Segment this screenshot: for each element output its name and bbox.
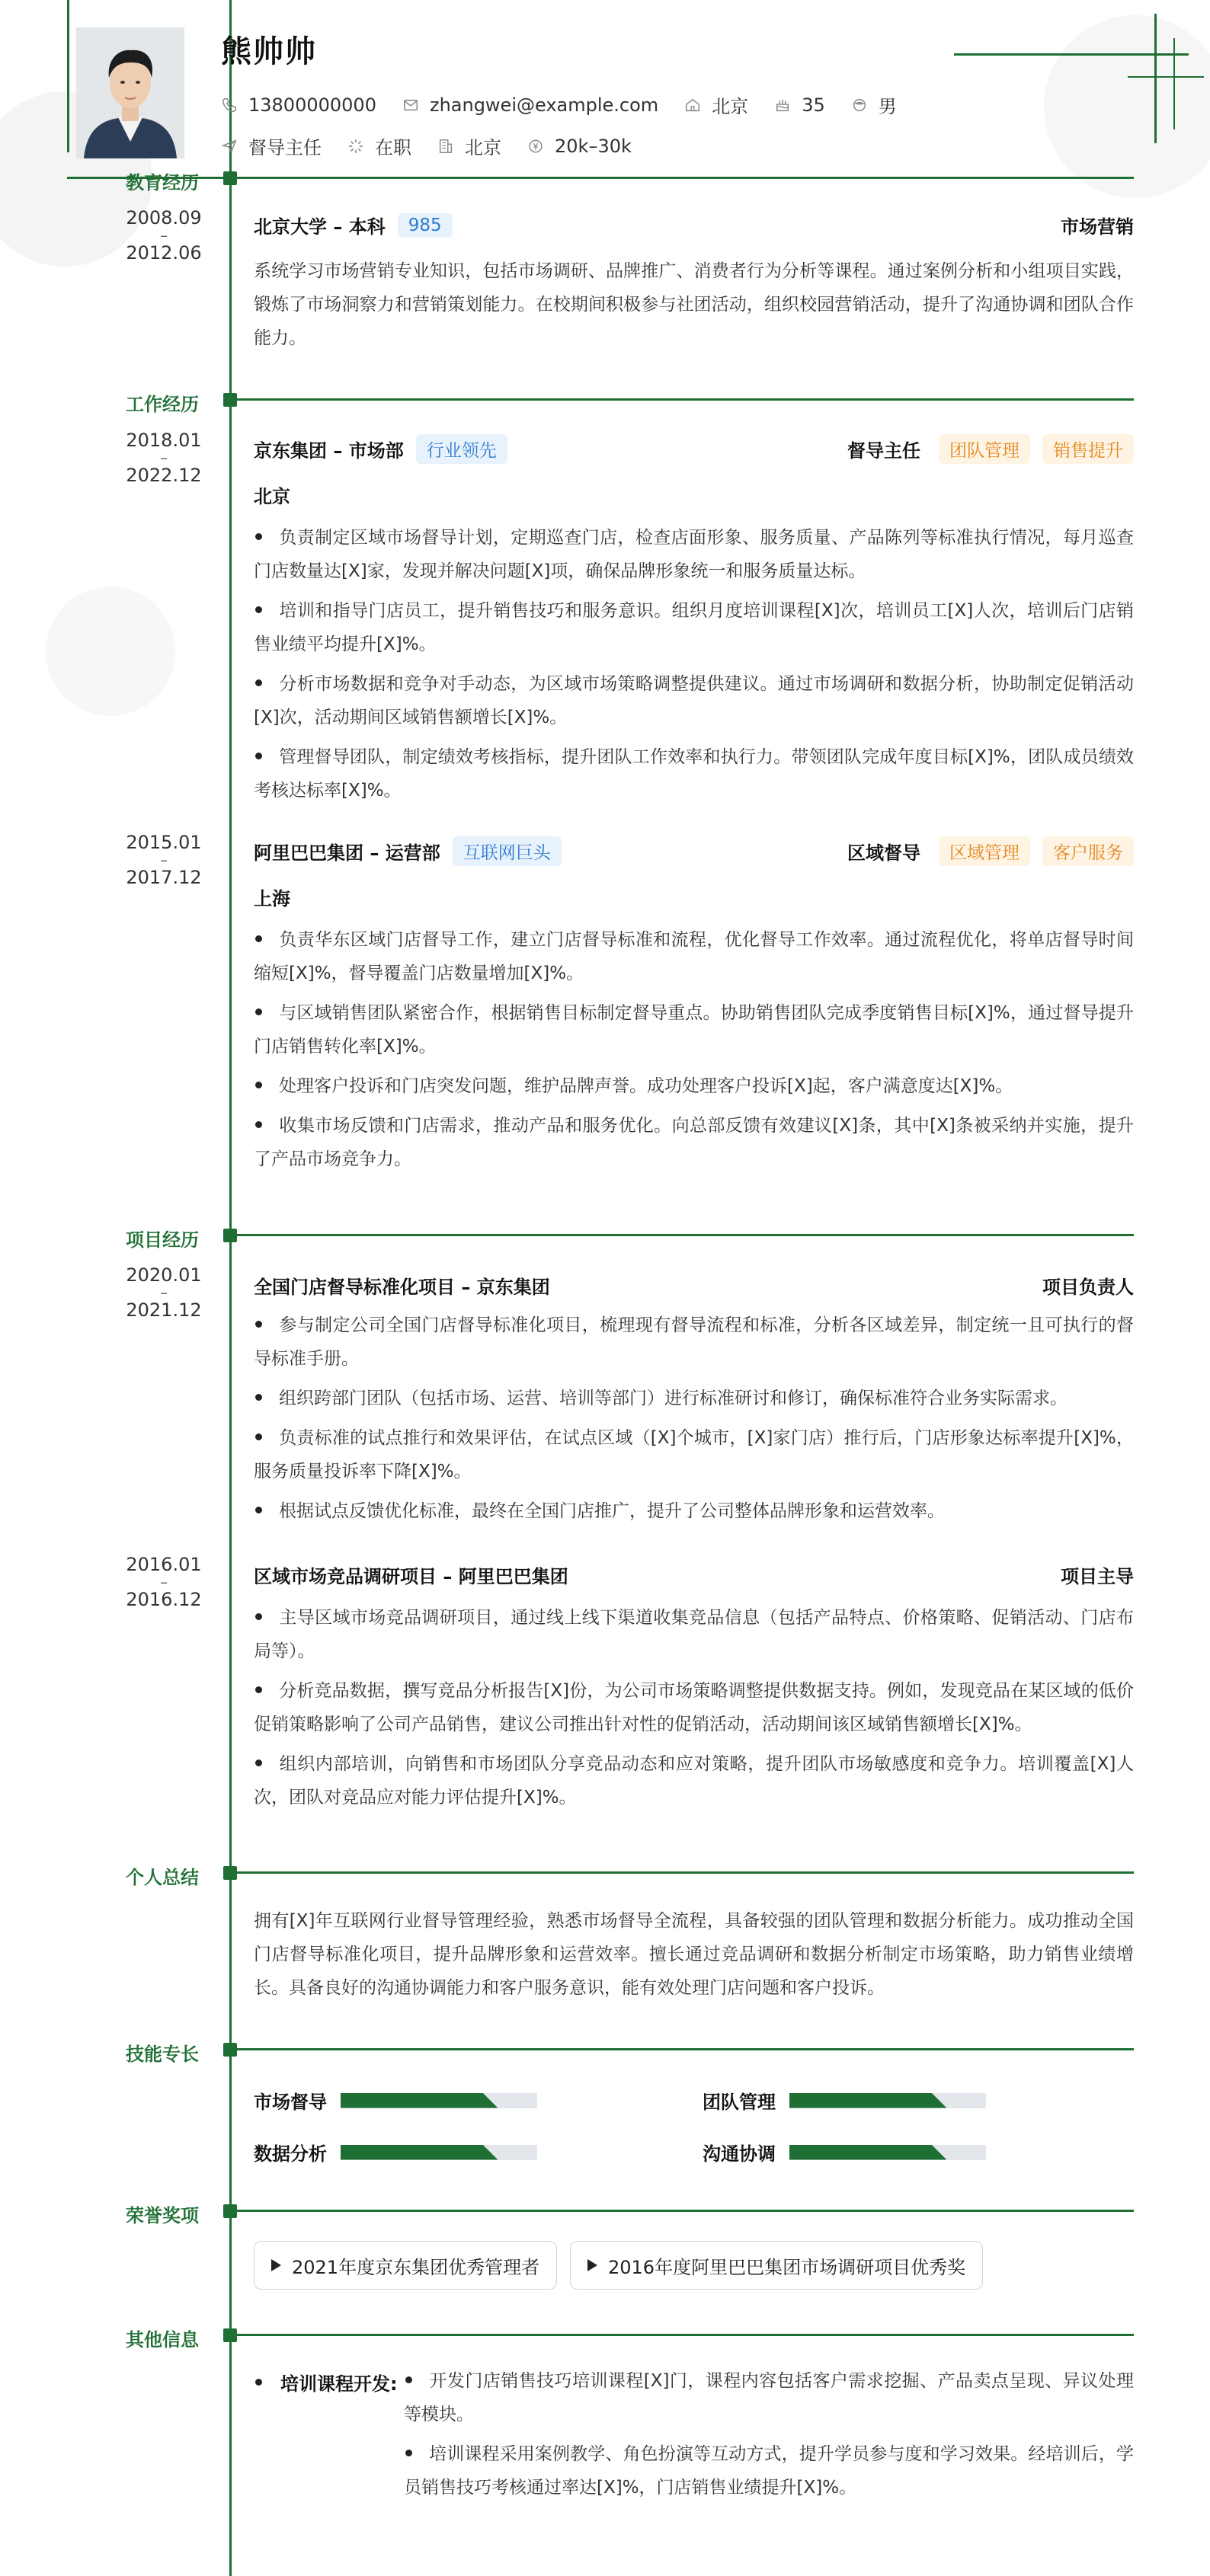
work-dates <box>114 833 213 887</box>
section-title-other: 其他信息 <box>126 2329 199 2351</box>
school-tag: 985 <box>398 213 453 238</box>
phone-item <box>221 94 376 116</box>
bullet-dot <box>405 2376 412 2383</box>
section-title-projects: 项目经历 <box>126 1229 199 1251</box>
section-divider-other <box>230 2334 1134 2336</box>
company-tag: 互联网巨头 <box>453 836 562 866</box>
list-item <box>254 1601 1134 1668</box>
skill-bar <box>341 2145 537 2160</box>
email-text: zhangwei@example.com <box>429 94 659 116</box>
decor-line-right-h2 <box>1128 76 1204 78</box>
target-city-item <box>437 133 501 159</box>
list-item <box>254 1494 1134 1528</box>
bullet-text: 收集市场反馈和门店需求，推动产品和服务优化。向总部反馈有效建议[X]条，其中[X]条被采纳并实施，提升了产品市场竞争力。 <box>254 1116 1134 1169</box>
bullet-dot <box>255 533 262 540</box>
bullet-dot <box>255 1507 262 1513</box>
bullet-dot <box>255 1613 262 1620</box>
list-item <box>254 1747 1134 1814</box>
date-dash: – <box>160 226 168 244</box>
decor-line-left <box>67 0 69 152</box>
cake-icon <box>774 97 791 113</box>
date-end: 2017.12 <box>126 867 202 888</box>
bullet-text: 管理督导团队，制定绩效考核指标，提升团队工作效率和执行力。带领团队完成年度目标[X]%，团队成员绩效考核达标率[X]%。 <box>254 747 1134 801</box>
list-item <box>254 1109 1134 1176</box>
list-item <box>254 594 1134 661</box>
skill-item <box>254 2087 537 2114</box>
date-start: 2015.01 <box>126 832 202 853</box>
play-icon <box>587 2259 597 2271</box>
summary-text: 拥有[X]年互联网行业督导管理经验，熟悉市场督导全流程，具备较强的团队管理和数据分析能力。成功推动全国门店督导标准化项目，提升品牌形象和运营效率。擅长通过竞品调研和数据分析制定市场策略，助力销售业绩增长。具备良好的沟通协调能力和客户服务意识，能有效处理门店问题和客户投诉。 <box>254 1911 1134 1998</box>
list-item <box>254 521 1134 588</box>
bullet-text: 根据试点反馈优化标准，最终在全国门店推广，提升了公司整体品牌形象和运营效率。 <box>279 1501 945 1521</box>
age-item <box>774 94 825 116</box>
coin-icon <box>527 138 544 155</box>
avatar-portrait <box>76 27 184 158</box>
education-entry-header <box>254 212 1134 238</box>
bullet-dot <box>255 1686 262 1693</box>
bullet-dot <box>255 753 262 759</box>
date-start: 2016.01 <box>126 1554 202 1575</box>
gender-text: 男 <box>878 96 897 117</box>
bullet-text: 分析市场数据和竞争对手动态，为区域市场策略调整提供建议。通过市场调研和数据分析，协助制定促销活动[X]次，活动期间区域销售额增长[X]%。 <box>254 674 1134 727</box>
loading-icon <box>347 138 364 155</box>
job-target-item <box>221 133 322 159</box>
section-divider-summary <box>230 1871 1134 1874</box>
contact-row <box>221 91 923 118</box>
list-item <box>254 1382 1134 1415</box>
work-bullets <box>254 521 1134 813</box>
award-badge <box>254 2241 557 2290</box>
decor-circle-mid-left <box>46 586 175 716</box>
award-text: 2016年度阿里巴巴集团市场调研项目优秀奖 <box>608 2256 966 2278</box>
skill-bar-fill <box>789 2145 946 2160</box>
phone-text: 13800000000 <box>248 94 376 116</box>
bullet-text: 与区域销售团队紧密合作，根据销售目标制定督导重点。协助销售团队完成季度销售目标[X]%，通过督导提升门店销售转化率[X]%。 <box>254 1003 1134 1056</box>
home-icon <box>684 97 701 113</box>
work-company <box>254 836 562 866</box>
phone-icon <box>221 97 238 113</box>
bullet-dot <box>255 1082 262 1088</box>
skill-bar-fill <box>341 2093 498 2108</box>
section-title-work: 工作经历 <box>126 394 199 415</box>
date-dash: – <box>160 851 168 869</box>
date-start: 2020.01 <box>126 1264 202 1286</box>
project-bullets <box>254 1309 1134 1534</box>
work-bullets <box>254 923 1134 1182</box>
mail-icon <box>402 97 419 113</box>
work-position <box>847 836 1134 866</box>
gender-item <box>851 91 897 118</box>
list-item <box>254 1674 1134 1741</box>
age-text: 35 <box>802 94 825 116</box>
bullet-dot <box>255 1121 262 1128</box>
date-dash: – <box>160 1283 168 1302</box>
skill-item <box>254 2139 537 2165</box>
award-badge <box>570 2241 983 2290</box>
skill-bar <box>789 2145 986 2160</box>
section-divider-skills <box>230 2048 1134 2050</box>
bullet-text: 培训和指导门店员工，提升销售技巧和服务意识。组织月度培训课程[X]次，培训员工[X]人次，培训后门店销售业绩平均提升[X]%。 <box>254 601 1134 654</box>
bullet-dot <box>255 1759 262 1766</box>
bullet-dot <box>255 606 262 613</box>
location-text: 北京 <box>712 96 749 117</box>
bullet-text: 负责标准的试点推行和效果评估，在试点区域（[X]个城市，[X]家门店）推行后，门店形象达标率提升[X]%，服务质量投诉率下降[X]%。 <box>254 1428 1134 1481</box>
education-dates <box>114 209 213 262</box>
date-dash: – <box>160 449 168 467</box>
list-item <box>254 1069 1134 1103</box>
skill-tag: 销售提升 <box>1042 434 1134 464</box>
section-title-summary: 个人总结 <box>126 1867 199 1888</box>
list-item <box>254 996 1134 1063</box>
play-icon <box>271 2259 281 2271</box>
bullet-text: 负责华东区域门店督导工作，建立门店督导标准和流程，优化督导工作效率。通过流程优化，将单店督导时间缩短[X]%，督导覆盖门店数量增加[X]%。 <box>254 930 1134 983</box>
job-target-text: 督导主任 <box>248 137 322 158</box>
company-name: 阿里巴巴集团 – 运营部 <box>254 842 440 864</box>
bullet-text: 开发门店销售技巧培训课程[X]门，课程内容包括客户需求挖掘、产品卖点呈现、异议处理等模块。 <box>404 2371 1134 2424</box>
project-name: 区域市场竞品调研项目 – 阿里巴巴集团 <box>254 1566 568 1587</box>
skill-bar-fill <box>789 2093 946 2108</box>
bullet-text: 分析竞品数据，撰写竞品分析报告[X]份，为公司市场策略调整提供数据支持。例如，发现竞品在某区域的低价促销策略影响了公司产品销售，建议公司推出针对性的促销活动，活动期间该区域销售额增长[X]%。 <box>254 1681 1134 1734</box>
skill-name: 团队管理 <box>703 2092 776 2113</box>
target-city-text: 北京 <box>465 137 501 158</box>
status-text: 在职 <box>375 137 411 158</box>
list-item <box>254 1421 1134 1488</box>
list-item <box>404 2364 1134 2431</box>
section-title-education: 教育经历 <box>126 172 199 193</box>
decor-line-right-h1 <box>954 53 1189 56</box>
gender-icon <box>851 97 868 113</box>
work-entry-header <box>254 434 1134 464</box>
list-item <box>404 2437 1134 2504</box>
date-end: 2021.12 <box>126 1299 202 1321</box>
section-title-awards: 荣誉奖项 <box>126 2205 199 2226</box>
date-dash: – <box>160 1573 168 1591</box>
list-item <box>254 667 1134 734</box>
list-item <box>254 740 1134 807</box>
job-intent-row <box>221 133 658 159</box>
list-item <box>254 1309 1134 1376</box>
education-school <box>254 212 453 238</box>
section-divider-awards <box>230 2210 1134 2212</box>
section-divider-work <box>230 398 1134 401</box>
position-title: 督导主任 <box>847 440 920 462</box>
email-item <box>402 94 658 116</box>
skill-bar-fill <box>341 2145 498 2160</box>
award-text: 2021年度京东集团优秀管理者 <box>292 2256 540 2278</box>
salary-text: 20k–30k <box>555 135 632 157</box>
bullet-dot <box>255 2379 262 2386</box>
project-name: 全国门店督导标准化项目 – 京东集团 <box>254 1277 550 1298</box>
bullet-text: 组织跨部门团队（包括市场、运营、培训等部门）进行标准研讨和修订，确保标准符合业务实际需求。 <box>279 1389 1068 1408</box>
bullet-dot <box>255 1394 262 1401</box>
education-major: 市场营销 <box>1061 216 1134 238</box>
section-divider-education <box>230 177 1134 179</box>
project-bullets <box>254 1601 1134 1820</box>
other-info-key <box>255 2369 398 2395</box>
candidate-name: 熊帅帅 <box>221 34 317 69</box>
work-city: 上海 <box>254 888 290 909</box>
timeline-vertical-line <box>229 0 232 2576</box>
send-icon <box>221 138 238 155</box>
work-entry-header <box>254 836 1134 866</box>
salary-item <box>527 136 632 157</box>
location-item <box>684 91 748 118</box>
status-item <box>347 133 411 159</box>
skill-bar <box>789 2093 986 2108</box>
bullet-text: 参与制定公司全国门店督导标准化项目，梳理现有督导流程和标准，分析各区域差异，制定统一且可执行的督导标准手册。 <box>254 1315 1134 1369</box>
bullet-text: 主导区域市场竞品调研项目，通过线上线下渠道收集竞品信息（包括产品特点、价格策略、促销活动、门店布局等）。 <box>254 1608 1134 1661</box>
project-role: 项目主导 <box>1061 1566 1134 1587</box>
skill-item <box>703 2139 986 2165</box>
skill-bar <box>341 2093 537 2108</box>
position-title: 区域督导 <box>847 842 920 864</box>
bullet-dot <box>255 679 262 686</box>
bullet-dot <box>405 2450 412 2456</box>
date-end: 2016.12 <box>126 1589 202 1610</box>
skill-name: 市场督导 <box>254 2092 327 2113</box>
date-end: 2012.06 <box>126 242 202 264</box>
bullet-dot <box>255 1433 262 1440</box>
work-dates <box>114 431 213 484</box>
date-start: 2018.01 <box>126 430 202 451</box>
bullet-text: 处理客户投诉和门店突发问题，维护品牌声誉。成功处理客户投诉[X]起，客户满意度达[X]%。 <box>279 1076 1013 1096</box>
date-end: 2022.12 <box>126 465 202 486</box>
skill-tag: 区域管理 <box>939 836 1030 866</box>
other-key-text: 培训课程开发: <box>280 2373 398 2395</box>
project-entry-header <box>254 1272 1134 1299</box>
project-entry-header <box>254 1561 1134 1588</box>
bullet-dot <box>255 1321 262 1328</box>
skill-name: 数据分析 <box>254 2143 327 2165</box>
work-city: 北京 <box>254 486 290 507</box>
section-title-skills: 技能专长 <box>126 2044 199 2065</box>
bullet-dot <box>255 935 262 942</box>
company-name: 京东集团 – 市场部 <box>254 440 404 462</box>
decor-circle-top-right <box>1044 15 1210 198</box>
section-divider-projects <box>230 1234 1134 1236</box>
project-role: 项目负责人 <box>1042 1277 1134 1298</box>
project-dates <box>114 1266 213 1319</box>
building-icon <box>437 138 454 155</box>
project-dates <box>114 1555 213 1609</box>
decor-line-right-1 <box>1154 14 1157 143</box>
work-company <box>254 434 507 464</box>
skill-name: 沟通协调 <box>703 2143 776 2165</box>
work-position <box>847 434 1134 464</box>
company-tag: 行业领先 <box>416 434 507 464</box>
skill-tag: 客户服务 <box>1042 836 1134 866</box>
list-item <box>254 923 1134 990</box>
bullet-text: 培训课程采用案例教学、角色扮演等互动方式，提升学员参与度和学习效果。经培训后，学员销售技巧考核通过率达[X]%，门店销售业绩提升[X]%。 <box>404 2444 1134 2498</box>
bullet-text: 负责制定区域市场督导计划，定期巡查门店，检查店面形象、服务质量、产品陈列等标准执行情况，每月巡查门店数量达[X]家，发现并解决问题[X]项，确保品牌形象统一和服务质量达标。 <box>254 528 1134 581</box>
date-start: 2008.09 <box>126 207 202 229</box>
skill-tag: 团队管理 <box>939 434 1030 464</box>
decor-line-right-2 <box>1173 38 1175 129</box>
other-info-bullets <box>404 2364 1134 2510</box>
bullet-dot <box>255 1008 262 1015</box>
skill-item <box>703 2087 986 2114</box>
avatar <box>76 27 184 158</box>
school-name: 北京大学 – 本科 <box>254 216 386 238</box>
bullet-text: 组织内部培训，向销售和市场团队分享竞品动态和应对策略，提升团队市场敏感度和竞争力。培训覆盖[X]人次，团队对竞品应对能力评估提升[X]%。 <box>254 1754 1134 1807</box>
education-description: 系统学习市场营销专业知识，包括市场调研、品牌推广、消费者行为分析等课程。通过案例分析和小组项目实践，锻炼了市场洞察力和营销策划能力。在校期间积极参与社团活动，组织校园营销活动，提升了沟通协调和团队合作能力。 <box>254 261 1134 348</box>
